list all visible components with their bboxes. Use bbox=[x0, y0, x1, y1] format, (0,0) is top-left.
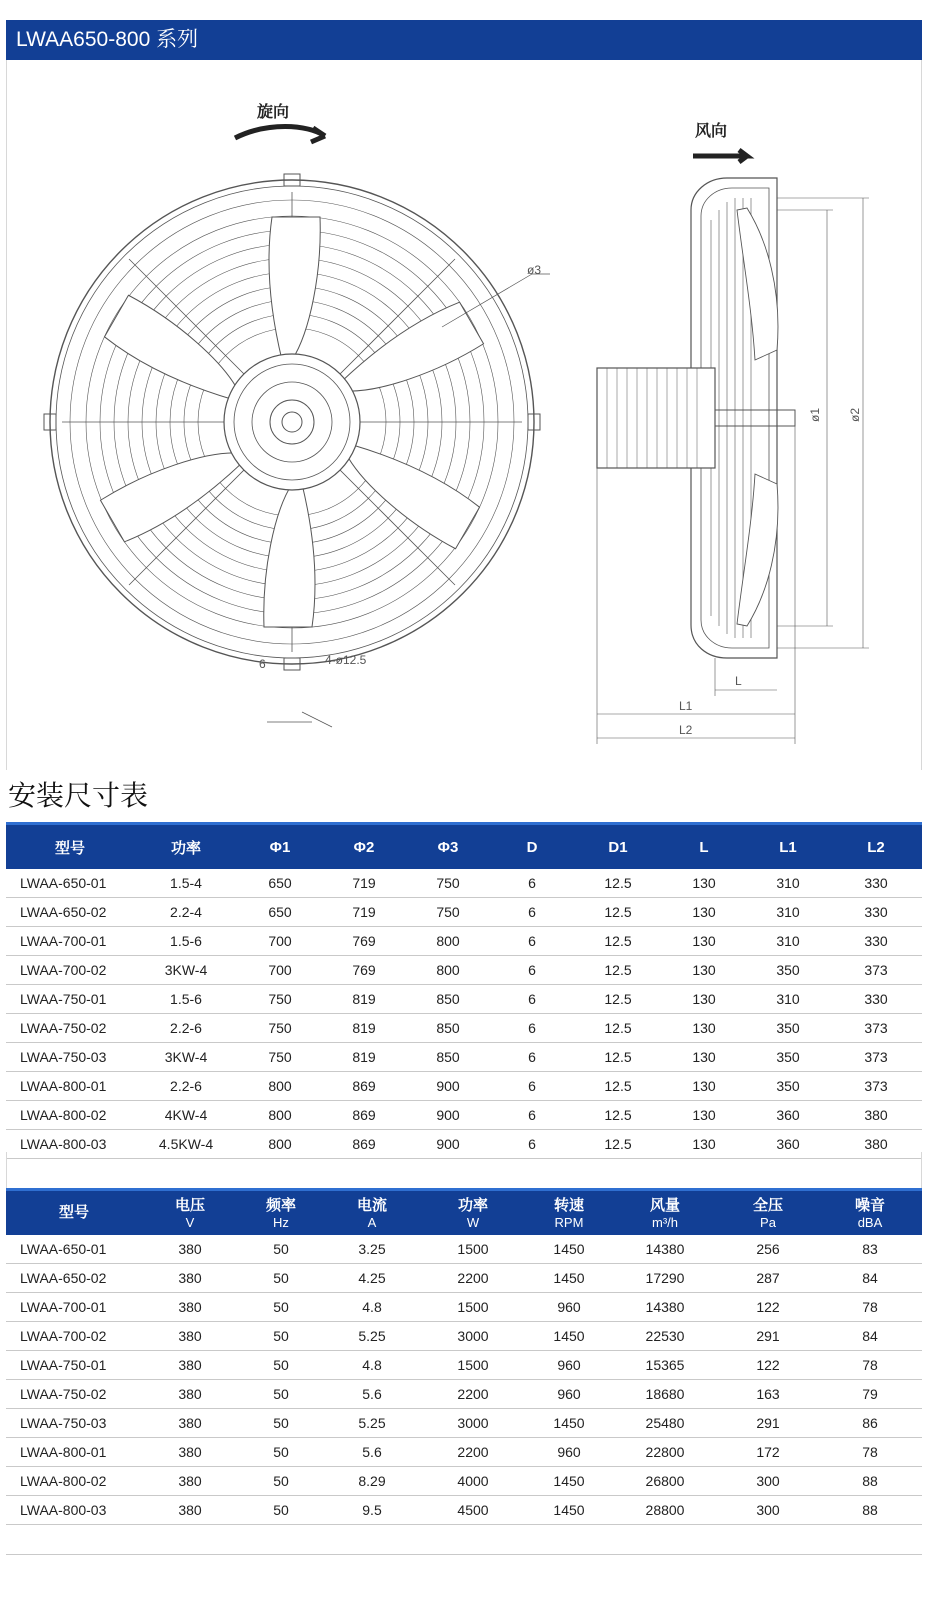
dimension-header-cell: Φ3 bbox=[406, 824, 490, 870]
dimension-table bbox=[6, 822, 922, 1159]
table-cell: 1450 bbox=[526, 1409, 612, 1438]
table-cell: LWAA-700-01 bbox=[6, 927, 134, 956]
table-cell: 960 bbox=[526, 1438, 612, 1467]
fan-drawing-svg bbox=[7, 60, 921, 770]
header-main-label: 频率 bbox=[265, 1196, 296, 1214]
table-cell: 869 bbox=[322, 1101, 406, 1130]
table-cell: 50 bbox=[238, 1380, 324, 1409]
table-cell: 12.5 bbox=[574, 898, 662, 927]
table-cell: 900 bbox=[406, 1072, 490, 1101]
table-cell: 373 bbox=[830, 1014, 922, 1043]
table-cell: 172 bbox=[718, 1438, 818, 1467]
table-cell: 380 bbox=[142, 1467, 238, 1496]
performance-table-header bbox=[6, 1190, 922, 1236]
header-unit-label: m³/h bbox=[652, 1214, 678, 1230]
table-cell: 6 bbox=[490, 1072, 574, 1101]
table-cell: 6 bbox=[490, 1101, 574, 1130]
table-cell: 373 bbox=[830, 1043, 922, 1072]
table-cell: 4000 bbox=[420, 1467, 526, 1496]
table-cell: 256 bbox=[718, 1235, 818, 1264]
table-cell: 6 bbox=[490, 956, 574, 985]
table-cell: 4KW-4 bbox=[134, 1101, 238, 1130]
table-cell: 4500 bbox=[420, 1496, 526, 1525]
table-cell: 50 bbox=[238, 1351, 324, 1380]
header-main-label: 全压 bbox=[752, 1196, 783, 1214]
table-cell: 1.5-6 bbox=[134, 927, 238, 956]
table-row bbox=[6, 1293, 922, 1322]
table-cell: 50 bbox=[238, 1496, 324, 1525]
table-cell: 750 bbox=[238, 1014, 322, 1043]
header-unit-label: Hz bbox=[273, 1214, 289, 1230]
table-cell: 4.5KW-4 bbox=[134, 1130, 238, 1159]
table-cell: 6 bbox=[490, 869, 574, 898]
table-cell: 2200 bbox=[420, 1438, 526, 1467]
table-cell: 130 bbox=[662, 869, 746, 898]
table-row bbox=[6, 1380, 922, 1409]
table-cell: 130 bbox=[662, 927, 746, 956]
dimension-header-cell: D1 bbox=[574, 824, 662, 870]
table-cell: 850 bbox=[406, 1043, 490, 1072]
table-cell: 330 bbox=[830, 927, 922, 956]
table-cell: 300 bbox=[718, 1467, 818, 1496]
table-cell: LWAA-800-01 bbox=[6, 1438, 142, 1467]
table-cell: 1450 bbox=[526, 1235, 612, 1264]
performance-header-cell bbox=[324, 1190, 420, 1236]
table-cell: 12.5 bbox=[574, 985, 662, 1014]
table-cell: 28800 bbox=[612, 1496, 718, 1525]
table-cell: 380 bbox=[142, 1293, 238, 1322]
table-cell: LWAA-800-02 bbox=[6, 1467, 142, 1496]
table-cell: 14380 bbox=[612, 1293, 718, 1322]
table-cell: 330 bbox=[830, 869, 922, 898]
table-cell: 700 bbox=[238, 956, 322, 985]
header-unit-label: A bbox=[367, 1214, 377, 1230]
table-cell: 122 bbox=[718, 1293, 818, 1322]
table-cell: LWAA-750-03 bbox=[6, 1409, 142, 1438]
table-cell: 1500 bbox=[420, 1235, 526, 1264]
table-cell: 380 bbox=[142, 1322, 238, 1351]
table-row bbox=[6, 1101, 922, 1130]
table-cell: 12.5 bbox=[574, 1043, 662, 1072]
table-row bbox=[6, 1322, 922, 1351]
table-cell: 291 bbox=[718, 1409, 818, 1438]
table-cell: LWAA-800-01 bbox=[6, 1072, 134, 1101]
table-cell: 1500 bbox=[420, 1293, 526, 1322]
table-cell: 750 bbox=[406, 869, 490, 898]
table-cell: 2200 bbox=[420, 1264, 526, 1293]
table-cell: 12.5 bbox=[574, 1014, 662, 1043]
table-cell: 380 bbox=[142, 1235, 238, 1264]
table-row bbox=[6, 927, 922, 956]
table-cell: 380 bbox=[142, 1496, 238, 1525]
table-cell: 310 bbox=[746, 985, 830, 1014]
table-cell: 6 bbox=[490, 1014, 574, 1043]
table-cell: 12.5 bbox=[574, 1072, 662, 1101]
table-cell: 86 bbox=[818, 1409, 922, 1438]
table-cell: 819 bbox=[322, 985, 406, 1014]
table-cell: 960 bbox=[526, 1293, 612, 1322]
table-cell: 850 bbox=[406, 985, 490, 1014]
table-cell: 26800 bbox=[612, 1467, 718, 1496]
table-cell: 50 bbox=[238, 1235, 324, 1264]
dim-L1: L1 bbox=[679, 699, 693, 713]
table-cell: 6 bbox=[490, 985, 574, 1014]
table-row bbox=[6, 869, 922, 898]
table-cell: LWAA-650-01 bbox=[6, 1235, 142, 1264]
table-cell: 800 bbox=[406, 956, 490, 985]
table-cell: LWAA-750-03 bbox=[6, 1043, 134, 1072]
table-cell: 18680 bbox=[612, 1380, 718, 1409]
table-cell: 4.25 bbox=[324, 1264, 420, 1293]
table-cell: 869 bbox=[322, 1130, 406, 1159]
dimension-header-cell: L bbox=[662, 824, 746, 870]
performance-header-cell bbox=[718, 1190, 818, 1236]
table-cell: 130 bbox=[662, 1043, 746, 1072]
page-title: LWAA650-800 系列 bbox=[6, 20, 922, 60]
header-main-label: 风量 bbox=[649, 1196, 680, 1214]
table-row bbox=[6, 898, 922, 927]
table-cell: 769 bbox=[322, 956, 406, 985]
table-cell: 300 bbox=[718, 1496, 818, 1525]
table-cell: 25480 bbox=[612, 1409, 718, 1438]
table-cell: 4.8 bbox=[324, 1351, 420, 1380]
performance-table-body bbox=[6, 1235, 922, 1525]
table-cell: 88 bbox=[818, 1496, 922, 1525]
table-cell: 122 bbox=[718, 1351, 818, 1380]
performance-header-cell bbox=[818, 1190, 922, 1236]
table-cell: 130 bbox=[662, 1101, 746, 1130]
table-cell: 88 bbox=[818, 1467, 922, 1496]
airflow-label: 风向 bbox=[695, 123, 728, 140]
header-main-label: 转速 bbox=[553, 1196, 584, 1214]
table-cell: 3.25 bbox=[324, 1235, 420, 1264]
table-cell: 12.5 bbox=[574, 956, 662, 985]
table-cell: 2.2-6 bbox=[134, 1072, 238, 1101]
table-cell: 130 bbox=[662, 1130, 746, 1159]
table-cell: 22800 bbox=[612, 1438, 718, 1467]
table-cell: 163 bbox=[718, 1380, 818, 1409]
table-cell: 12.5 bbox=[574, 927, 662, 956]
table-gap bbox=[6, 1152, 922, 1188]
table-row bbox=[6, 1264, 922, 1293]
dim-L2: L2 bbox=[679, 723, 693, 737]
header-main-label: 电流 bbox=[356, 1196, 387, 1214]
table-cell: 78 bbox=[818, 1438, 922, 1467]
table-row bbox=[6, 985, 922, 1014]
table-cell: 78 bbox=[818, 1293, 922, 1322]
table-cell: 6 bbox=[490, 1043, 574, 1072]
side-view bbox=[597, 178, 869, 744]
table-cell: LWAA-700-02 bbox=[6, 1322, 142, 1351]
table-cell: 84 bbox=[818, 1264, 922, 1293]
header-unit-label: dBA bbox=[857, 1214, 883, 1230]
table-cell: 8.29 bbox=[324, 1467, 420, 1496]
table-cell: 650 bbox=[238, 898, 322, 927]
table-cell: 380 bbox=[142, 1264, 238, 1293]
dimension-header-cell: 型号 bbox=[6, 824, 134, 870]
table-cell: 350 bbox=[746, 1014, 830, 1043]
table-cell: 380 bbox=[830, 1130, 922, 1159]
table-row bbox=[6, 1351, 922, 1380]
header-unit-label: RPM bbox=[554, 1214, 584, 1230]
table-cell: 3KW-4 bbox=[134, 956, 238, 985]
table-cell: 900 bbox=[406, 1130, 490, 1159]
performance-header-cell bbox=[6, 1190, 142, 1236]
table-cell: 310 bbox=[746, 869, 830, 898]
table-cell: 130 bbox=[662, 1014, 746, 1043]
table-cell: 750 bbox=[238, 985, 322, 1014]
table-cell: 287 bbox=[718, 1264, 818, 1293]
table-cell: 800 bbox=[238, 1130, 322, 1159]
performance-table bbox=[6, 1188, 922, 1525]
dim-phi2: ø2 bbox=[848, 407, 862, 422]
table-row bbox=[6, 1235, 922, 1264]
table-cell: 78 bbox=[818, 1351, 922, 1380]
table-cell: 330 bbox=[830, 898, 922, 927]
table-cell: 1500 bbox=[420, 1351, 526, 1380]
dimension-header-cell: L1 bbox=[746, 824, 830, 870]
table-cell: 350 bbox=[746, 1043, 830, 1072]
performance-header-cell bbox=[142, 1190, 238, 1236]
table-cell: 50 bbox=[238, 1438, 324, 1467]
table-cell: 869 bbox=[322, 1072, 406, 1101]
table-cell: 5.6 bbox=[324, 1438, 420, 1467]
table-cell: 3000 bbox=[420, 1322, 526, 1351]
table-row bbox=[6, 1467, 922, 1496]
table-cell: 130 bbox=[662, 1072, 746, 1101]
table-cell: 360 bbox=[746, 1101, 830, 1130]
table-cell: 650 bbox=[238, 869, 322, 898]
table-cell: 50 bbox=[238, 1264, 324, 1293]
table-cell: 5.6 bbox=[324, 1380, 420, 1409]
table-cell: 4.8 bbox=[324, 1293, 420, 1322]
table-cell: 12.5 bbox=[574, 1130, 662, 1159]
table-cell: 380 bbox=[830, 1101, 922, 1130]
table-row bbox=[6, 1438, 922, 1467]
table-cell: 50 bbox=[238, 1322, 324, 1351]
table-cell: 79 bbox=[818, 1380, 922, 1409]
table-cell: 3000 bbox=[420, 1409, 526, 1438]
performance-header-cell bbox=[526, 1190, 612, 1236]
table-cell: LWAA-650-02 bbox=[6, 1264, 142, 1293]
table-cell: 380 bbox=[142, 1409, 238, 1438]
header-main-label: 电压 bbox=[174, 1196, 205, 1214]
table-cell: 819 bbox=[322, 1014, 406, 1043]
dimension-header-cell: Φ2 bbox=[322, 824, 406, 870]
table-cell: 130 bbox=[662, 956, 746, 985]
dimension-table-body bbox=[6, 869, 922, 1159]
table-row bbox=[6, 1409, 922, 1438]
table-cell: 360 bbox=[746, 1130, 830, 1159]
table-cell: 750 bbox=[238, 1043, 322, 1072]
dimension-header-cell: 功率 bbox=[134, 824, 238, 870]
table-cell: 6 bbox=[490, 1130, 574, 1159]
table-cell: LWAA-750-01 bbox=[6, 985, 134, 1014]
table-cell: 373 bbox=[830, 1072, 922, 1101]
table-row bbox=[6, 1043, 922, 1072]
table-cell: 750 bbox=[406, 898, 490, 927]
table-cell: 800 bbox=[238, 1072, 322, 1101]
table-cell: 769 bbox=[322, 927, 406, 956]
section-title: 安装尺寸表 bbox=[8, 780, 149, 811]
table-cell: 1450 bbox=[526, 1467, 612, 1496]
table-row bbox=[6, 1496, 922, 1525]
table-cell: 50 bbox=[238, 1293, 324, 1322]
table-cell: 330 bbox=[830, 985, 922, 1014]
table-cell: 373 bbox=[830, 956, 922, 985]
table-cell: 850 bbox=[406, 1014, 490, 1043]
performance-header-cell bbox=[612, 1190, 718, 1236]
table-cell: LWAA-800-03 bbox=[6, 1130, 134, 1159]
table-cell: 2.2-6 bbox=[134, 1014, 238, 1043]
table-cell: LWAA-750-02 bbox=[6, 1014, 134, 1043]
table-cell: 50 bbox=[238, 1409, 324, 1438]
table-cell: LWAA-750-02 bbox=[6, 1380, 142, 1409]
table-cell: 310 bbox=[746, 898, 830, 927]
dim-hole-spacing: 6 bbox=[259, 657, 266, 671]
table-cell: LWAA-750-01 bbox=[6, 1351, 142, 1380]
table-cell: 380 bbox=[142, 1380, 238, 1409]
dimension-header-cell: L2 bbox=[830, 824, 922, 870]
dim-L: L bbox=[735, 674, 742, 688]
table-row bbox=[6, 956, 922, 985]
dimension-header-cell: Φ1 bbox=[238, 824, 322, 870]
table-cell: 5.25 bbox=[324, 1322, 420, 1351]
table-cell: 130 bbox=[662, 898, 746, 927]
table-row bbox=[6, 1014, 922, 1043]
header-main-label: 噪音 bbox=[854, 1196, 885, 1214]
table-cell: 130 bbox=[662, 985, 746, 1014]
header-main-label: 功率 bbox=[457, 1196, 488, 1214]
table-cell: 6 bbox=[490, 898, 574, 927]
table-cell: 84 bbox=[818, 1322, 922, 1351]
table-cell: 380 bbox=[142, 1351, 238, 1380]
performance-header-cell bbox=[238, 1190, 324, 1236]
table-cell: LWAA-650-02 bbox=[6, 898, 134, 927]
table-cell: LWAA-800-03 bbox=[6, 1496, 142, 1525]
table-cell: 960 bbox=[526, 1380, 612, 1409]
table-cell: 819 bbox=[322, 1043, 406, 1072]
performance-header-cell bbox=[420, 1190, 526, 1236]
table-cell: 1.5-4 bbox=[134, 869, 238, 898]
table-cell: 1450 bbox=[526, 1322, 612, 1351]
table-cell: 800 bbox=[406, 927, 490, 956]
table-cell: 350 bbox=[746, 956, 830, 985]
table-row bbox=[6, 1072, 922, 1101]
header-unit-label: Pa bbox=[760, 1214, 776, 1230]
table-cell: LWAA-800-02 bbox=[6, 1101, 134, 1130]
dim-d3: ø3 bbox=[527, 263, 542, 277]
table-cell: 2.2-4 bbox=[134, 898, 238, 927]
technical-drawing bbox=[6, 60, 922, 770]
table-cell: 350 bbox=[746, 1072, 830, 1101]
table-cell: 1.5-6 bbox=[134, 985, 238, 1014]
table-cell: 1450 bbox=[526, 1496, 612, 1525]
dim-holes: 4-ø12.5 bbox=[325, 653, 367, 667]
front-view bbox=[44, 174, 550, 727]
header-unit-label: W bbox=[466, 1214, 480, 1230]
table-cell: 1450 bbox=[526, 1264, 612, 1293]
table-cell: 310 bbox=[746, 927, 830, 956]
table-cell: 719 bbox=[322, 869, 406, 898]
table-cell: 700 bbox=[238, 927, 322, 956]
table-cell: 800 bbox=[238, 1101, 322, 1130]
table-cell: 719 bbox=[322, 898, 406, 927]
bottom-divider bbox=[6, 1554, 922, 1555]
table-cell: 900 bbox=[406, 1101, 490, 1130]
table-cell: 83 bbox=[818, 1235, 922, 1264]
table-cell: LWAA-650-01 bbox=[6, 869, 134, 898]
table-cell: 12.5 bbox=[574, 869, 662, 898]
table-cell: 17290 bbox=[612, 1264, 718, 1293]
table-cell: 291 bbox=[718, 1322, 818, 1351]
table-cell: LWAA-700-01 bbox=[6, 1293, 142, 1322]
header-unit-label: V bbox=[185, 1214, 195, 1230]
table-cell: LWAA-700-02 bbox=[6, 956, 134, 985]
table-cell: 12.5 bbox=[574, 1101, 662, 1130]
table-cell: 9.5 bbox=[324, 1496, 420, 1525]
dimension-table-header bbox=[6, 824, 922, 870]
table-cell: 14380 bbox=[612, 1235, 718, 1264]
table-cell: 5.25 bbox=[324, 1409, 420, 1438]
table-cell: 22530 bbox=[612, 1322, 718, 1351]
table-cell: 6 bbox=[490, 927, 574, 956]
header-main-label: 型号 bbox=[58, 1204, 89, 1221]
table-cell: 380 bbox=[142, 1438, 238, 1467]
table-cell: 960 bbox=[526, 1351, 612, 1380]
rotation-label: 旋向 bbox=[257, 104, 290, 121]
table-cell: 3KW-4 bbox=[134, 1043, 238, 1072]
dim-phi1: ø1 bbox=[808, 407, 822, 422]
table-cell: 15365 bbox=[612, 1351, 718, 1380]
table-cell: 2200 bbox=[420, 1380, 526, 1409]
dimension-header-cell: D bbox=[490, 824, 574, 870]
table-cell: 50 bbox=[238, 1467, 324, 1496]
